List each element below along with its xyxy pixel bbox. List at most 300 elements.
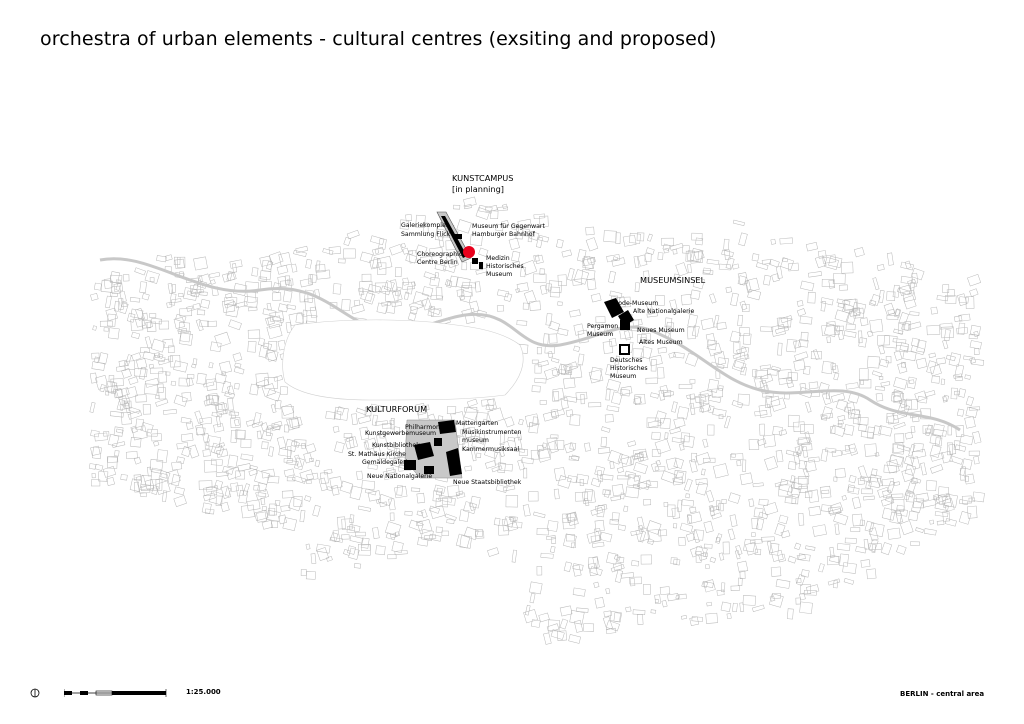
building-outline (564, 396, 577, 402)
building-outline (436, 287, 442, 298)
building-outline (561, 398, 569, 409)
building-outline (574, 346, 580, 352)
building-outline (772, 550, 784, 561)
building-outline (358, 416, 371, 424)
building-outline (974, 331, 979, 337)
building-outline (558, 302, 563, 306)
building-outline (806, 242, 817, 251)
building-outline (646, 521, 661, 535)
building-outline (724, 416, 730, 428)
building-outline (759, 499, 768, 505)
building-outline (761, 537, 774, 542)
building-outline (710, 557, 716, 562)
building-outline (150, 278, 154, 282)
building-outline (214, 423, 224, 432)
building-outline (915, 528, 923, 533)
building-outline (887, 253, 893, 266)
building-outline (648, 529, 662, 542)
building-outline (839, 285, 847, 291)
building-outline (916, 358, 927, 369)
building-outline (142, 293, 149, 300)
building-outline (292, 476, 305, 484)
building-outline (681, 433, 690, 442)
building-outline (813, 350, 819, 360)
sheet-label: BERLIN - central area (900, 690, 985, 698)
building-outline (706, 613, 718, 623)
building-outline (104, 328, 109, 332)
building-outline (476, 531, 484, 538)
label-musikinstrumenten: Musikinstrumenten (462, 429, 522, 436)
building-outline (890, 512, 902, 524)
building-outline (523, 505, 530, 517)
building-outline (794, 352, 808, 361)
building-outline (899, 312, 909, 325)
building-outline (535, 378, 547, 383)
building-outline (606, 552, 618, 564)
building-outline (930, 365, 942, 376)
building-outline (676, 595, 680, 599)
building-outline (703, 439, 708, 447)
building-outline (326, 556, 332, 561)
building-outline (730, 515, 737, 527)
building-outline (131, 332, 139, 339)
building-outline (283, 517, 297, 530)
building-outline (633, 610, 645, 615)
building-outline (323, 248, 334, 254)
building-outline (727, 613, 731, 618)
building-outline (372, 527, 379, 538)
building-outline (848, 444, 857, 456)
building-outline (752, 533, 756, 537)
building-outline (265, 377, 278, 389)
building-outline (252, 268, 258, 277)
building-outline (377, 263, 386, 275)
building-outline (234, 383, 239, 389)
building-outline (686, 494, 690, 498)
building-outline (910, 542, 919, 546)
building-outline (771, 567, 781, 577)
building-outline (833, 581, 838, 588)
building-outline (92, 362, 105, 371)
building-outline (743, 334, 751, 345)
building-outline (541, 553, 554, 558)
building-outline (732, 264, 739, 269)
building-outline (161, 473, 168, 478)
building-outline (534, 274, 546, 282)
building-outline (969, 451, 980, 455)
building-outline (900, 343, 909, 352)
building-outline (959, 314, 970, 321)
building-outline (608, 271, 615, 283)
building-outline (655, 439, 671, 454)
building-outline (909, 380, 914, 384)
building-outline (771, 366, 780, 372)
building-outline (228, 455, 238, 468)
building-outline (590, 367, 602, 380)
building-outline (550, 546, 555, 552)
building-outline (129, 377, 139, 385)
building-outline (203, 493, 215, 501)
building-outline (211, 443, 222, 454)
building-outline (858, 331, 862, 343)
building-outline (268, 508, 275, 515)
building-outline (749, 499, 754, 507)
building-outline (662, 600, 667, 607)
building-outline (390, 513, 394, 521)
building-outline (558, 328, 569, 335)
building-outline (679, 444, 684, 451)
building-outline (317, 270, 331, 279)
building-outline (274, 375, 283, 381)
building-outline (655, 599, 658, 602)
building-outline (945, 518, 956, 526)
building-outline (235, 301, 247, 308)
building-outline (738, 315, 743, 326)
building-outline (881, 542, 892, 554)
building-outline (256, 489, 269, 500)
building-outline (203, 450, 211, 457)
building-outline (930, 520, 934, 524)
building-outline (533, 512, 545, 518)
building-outline (334, 442, 344, 453)
building-outline (708, 425, 714, 435)
label-choreographic: Choreographic (417, 251, 463, 258)
building-outline (643, 584, 650, 594)
building-outline (567, 268, 574, 280)
building-outline (728, 529, 735, 540)
building-outline (674, 458, 684, 468)
label-st-matthaus: St. Mathäus Kirche (348, 451, 406, 458)
building-fabric (89, 197, 984, 645)
building-outline (740, 301, 747, 310)
label-neue-staatsbibliothek: Neue Staatsbibliothek (453, 479, 522, 486)
building-outline (676, 472, 684, 480)
building-outline (861, 560, 870, 568)
building-outline (910, 312, 919, 316)
building-outline (231, 430, 237, 442)
building-outline (903, 295, 916, 309)
building-outline (558, 275, 567, 286)
building-outline (543, 334, 549, 345)
label-sammlung-flick: Sammlung Flick (401, 231, 451, 238)
building-outline (752, 369, 757, 376)
building-outline (354, 300, 360, 306)
building-outline (690, 507, 696, 513)
building-outline (95, 464, 103, 470)
building-outline (403, 278, 409, 285)
building-outline (457, 220, 472, 234)
building-outline (717, 590, 724, 595)
building-outline (209, 363, 213, 368)
building-outline (719, 415, 723, 419)
building-outline (605, 414, 613, 422)
building-outline (728, 493, 740, 504)
building-outline (573, 565, 582, 577)
building-outline (288, 497, 302, 511)
building-outline (892, 494, 903, 498)
building-outline (209, 272, 219, 278)
building-outline (951, 388, 957, 399)
building-outline (882, 508, 895, 520)
building-outline (861, 380, 864, 384)
building-outline (895, 434, 904, 443)
building-outline (703, 458, 715, 462)
label-galeriekomplex: Galeriekomplex (401, 222, 450, 229)
building-outline (851, 528, 860, 532)
building-outline (169, 356, 173, 362)
building-outline (657, 367, 664, 378)
building-outline (809, 506, 821, 516)
building-outline (237, 430, 245, 438)
building-outline (574, 324, 584, 336)
museumsinsel-title: MUSEUMSINSEL (640, 275, 706, 285)
building-outline (248, 341, 256, 352)
building-outline (911, 501, 922, 513)
page-title: orchestra of urban elements - cultural centres (exsiting and proposed) (40, 28, 717, 50)
building-outline (502, 204, 507, 209)
building-outline (573, 588, 585, 596)
building-outline (884, 335, 898, 348)
building-outline (539, 235, 549, 242)
building-outline (670, 427, 681, 434)
building-outline (494, 518, 500, 525)
building-outline (612, 258, 625, 267)
building-outline (706, 490, 714, 502)
building-outline (180, 333, 193, 346)
building-outline (908, 279, 917, 288)
building-outline (604, 231, 617, 243)
building-outline (539, 613, 550, 622)
building-outline (372, 415, 377, 425)
building-outline (316, 544, 330, 553)
building-outline (686, 395, 690, 399)
building-outline (858, 478, 865, 485)
building-outline (277, 437, 286, 449)
building-outline (529, 582, 542, 594)
building-outline (832, 450, 842, 456)
building-outline (574, 620, 583, 632)
building-outline (238, 463, 251, 471)
building-outline (867, 569, 877, 579)
building-outline (304, 496, 311, 502)
building-outline (250, 384, 259, 395)
building-outline (687, 327, 695, 339)
building-outline (943, 396, 947, 402)
building-outline (197, 373, 207, 384)
building-outline (564, 443, 574, 453)
building-outline (615, 570, 623, 582)
building-outline (687, 512, 701, 524)
building-outline (809, 457, 820, 462)
building-outline (916, 493, 929, 502)
building-outline (607, 254, 620, 262)
building-outline (430, 505, 445, 518)
building-outline (175, 259, 185, 269)
building-outline (596, 317, 605, 323)
building-outline (621, 386, 632, 394)
building-outline (249, 469, 258, 476)
building-outline (835, 524, 840, 535)
building-outline (524, 609, 538, 623)
building-outline (394, 486, 407, 498)
building-outline (104, 431, 110, 436)
label-kammermusiksaal: Kammermusiksaal (462, 446, 520, 453)
building-outline (901, 262, 914, 270)
building-outline (149, 364, 154, 368)
building-outline (766, 396, 780, 407)
building-outline (566, 410, 573, 417)
building-outline (726, 287, 732, 293)
building-outline (779, 430, 787, 436)
building-outline (788, 373, 797, 381)
building-outline (786, 377, 794, 388)
building-outline (610, 462, 614, 469)
building-outline (585, 498, 589, 506)
building-outline (637, 614, 643, 624)
building-outline (470, 496, 480, 508)
building-outline (970, 357, 976, 363)
building-outline (95, 433, 108, 441)
building-outline (576, 608, 588, 613)
building-outline (281, 404, 293, 416)
building-outline (804, 590, 816, 595)
building-outline (216, 416, 221, 426)
building-outline (390, 244, 403, 255)
building-outline (863, 496, 874, 500)
building-outline (677, 500, 681, 511)
building-outline (388, 555, 396, 559)
building-outline (94, 283, 101, 290)
building-outline (776, 450, 783, 462)
building-outline (225, 392, 235, 399)
building-outline (262, 442, 269, 449)
building-outline (540, 400, 546, 404)
building-outline (834, 477, 837, 481)
building-outline (467, 399, 477, 407)
building-outline (519, 419, 524, 425)
building-outline (174, 495, 187, 506)
river-spree (100, 259, 960, 430)
building-outline (258, 338, 265, 346)
building-outline (234, 419, 239, 426)
building-outline (800, 316, 812, 324)
building-outline (537, 528, 549, 535)
building-outline (688, 264, 692, 272)
building-outline (171, 381, 176, 386)
label-pergamon: Pergamon (587, 323, 619, 330)
building-outline (617, 467, 624, 473)
building-outline (257, 512, 267, 522)
building-outline (709, 294, 716, 304)
building-outline (434, 485, 445, 493)
building-outline (870, 319, 883, 332)
building-outline (530, 301, 541, 311)
building-outline (549, 321, 560, 331)
kulturforum-title: KULTURFORUM (366, 404, 428, 414)
building-outline (260, 271, 271, 280)
building-outline (284, 469, 294, 477)
building-outline (905, 432, 913, 439)
building-outline (659, 390, 665, 400)
building-outline (746, 278, 760, 292)
building-outline (347, 546, 355, 555)
building-outline (282, 491, 293, 498)
building-outline (537, 347, 541, 354)
building-outline (411, 282, 415, 287)
building-outline (756, 262, 768, 269)
building-outline (931, 453, 944, 462)
building-outline (195, 411, 203, 424)
building-outline (586, 238, 598, 251)
building-outline (682, 500, 694, 507)
building-outline (703, 270, 713, 274)
building-outline (384, 281, 394, 292)
building-outline (246, 420, 254, 426)
building-outline (92, 473, 96, 478)
building-outline (671, 402, 677, 413)
building-outline (643, 499, 650, 505)
building-outline (704, 544, 712, 548)
building-outline (738, 394, 750, 405)
building-outline (882, 479, 894, 486)
building-outline (889, 455, 903, 467)
building-outline (152, 486, 159, 495)
building-outline (730, 454, 743, 460)
building-outline (517, 320, 527, 325)
building-outline (149, 314, 155, 318)
building-outline (797, 300, 803, 306)
building-outline (926, 480, 936, 490)
building-outline (658, 253, 663, 260)
building-outline (204, 460, 217, 472)
building-outline (193, 303, 200, 309)
building-outline (601, 427, 610, 433)
building-outline (464, 527, 478, 540)
building-outline (569, 456, 579, 460)
building-outline (862, 489, 873, 494)
building-outline (941, 379, 945, 385)
building-outline (340, 481, 353, 493)
building-outline (315, 460, 320, 467)
building-outline (737, 461, 741, 466)
building-outline (739, 233, 748, 246)
building-outline (651, 610, 656, 614)
building-outline (835, 310, 850, 322)
building-outline (829, 280, 835, 288)
building-outline (525, 414, 539, 427)
building-outline (464, 407, 478, 420)
building-outline (591, 478, 601, 487)
building-outline (333, 284, 341, 295)
building-outline (750, 539, 762, 544)
building-outline (618, 525, 625, 531)
building-outline (692, 233, 703, 240)
building-outline (587, 531, 601, 543)
building-outline (601, 437, 607, 447)
building-outline (334, 407, 348, 420)
building-outline (93, 326, 97, 331)
building-outline (763, 502, 777, 515)
label-altes-museum: Altes Museum (639, 339, 683, 346)
building-outline (837, 543, 850, 550)
building-outline (551, 409, 565, 417)
building-outline (969, 498, 975, 502)
building-outline (943, 340, 948, 349)
building-outline (177, 442, 188, 449)
building-outline (831, 393, 845, 402)
building-outline (584, 443, 590, 451)
building-outline (971, 359, 984, 366)
